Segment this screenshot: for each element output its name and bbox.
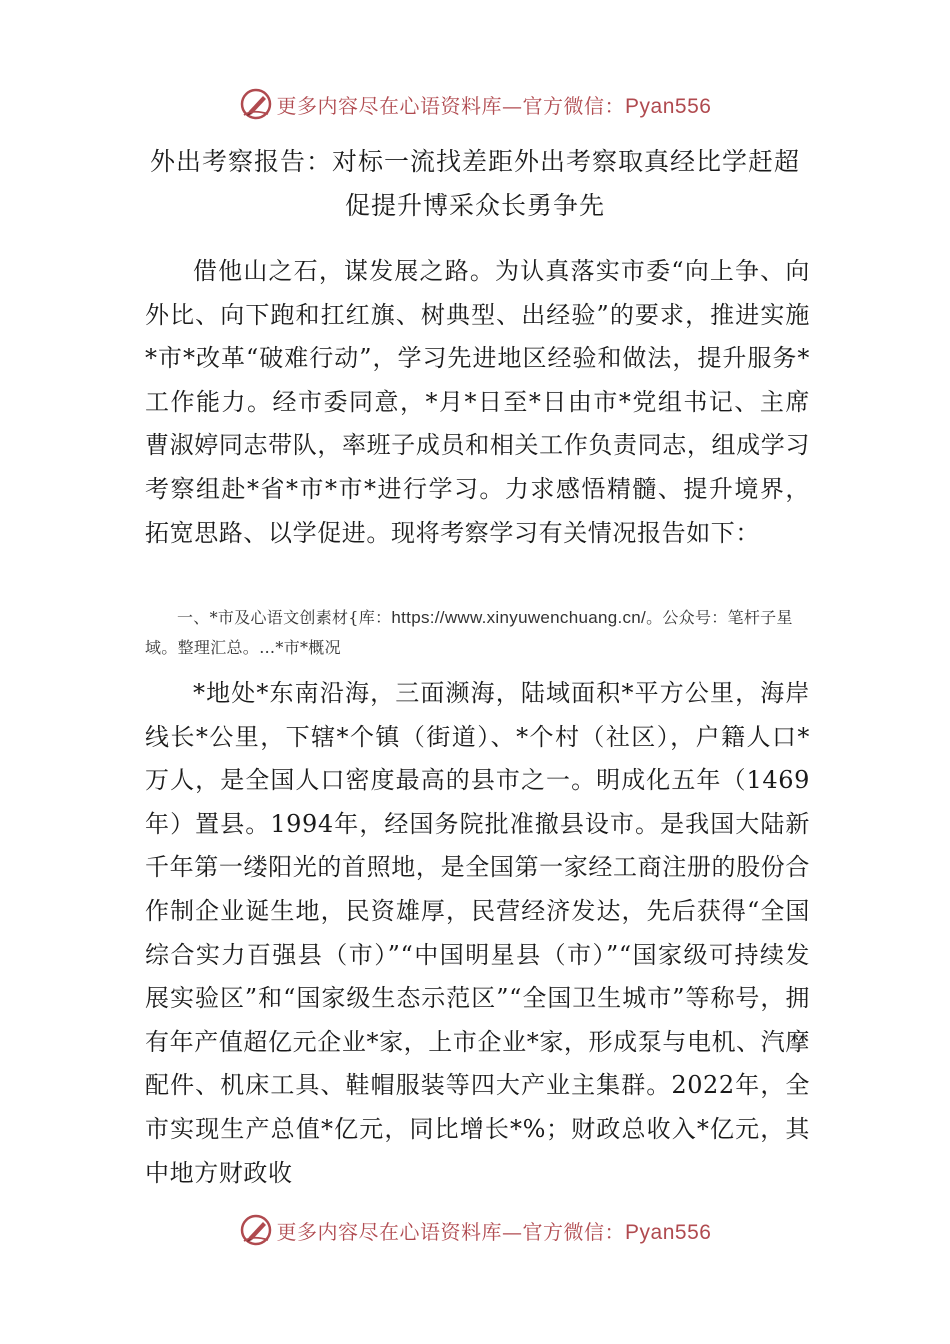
pen-logo-icon <box>239 1213 273 1247</box>
wechat-id: Pyan556 <box>625 94 712 118</box>
resource-link[interactable]: https://www.xinyuwenchuang.cn/ <box>391 608 647 627</box>
overview-paragraph: *地处*东南沿海，三面濒海，陆域面积*平方公里，海岸线长*公里，下辖*个镇（街道）、*个村（社区），户籍人口*万人，是全国人口密度最高的县市之一。明成化五年（1469年）置县。1994年，经国务院批准撤县设市。是我国大陆新千年第一缕阳光的首照地，是全国第一家经工商注册的股份合作制企业诞生地，民资雄厚，民营经济发达，先后获得“全国综合实力百强县（市）”“中国明星县（市）”“国家级可持续发展实验区”和“国家级生态示范区”“全国卫生城市”等称号，拥有年产值超亿元企业*家，上市企业*家，形成泵与电机、汽摩配件、机床工具、鞋帽服装等四大产业主集群。2022年，全市实现生产总值*亿元，同比增长*%；财政总收入*亿元，其中地方财政收 <box>145 679 810 1187</box>
wechat-id: Pyan556 <box>625 1220 712 1244</box>
header-watermark-banner <box>0 84 950 124</box>
intro-paragraph: 借他山之石，谋发展之路。为认真落实市委“向上争、向外比、向下跑和扛红旗、树典型、出经验”的要求，推进实施*市*改革“破难行动”，学习先进地区经验和做法，提升服务*工作能力。经市委同意，*月*日至*日由市*党组书记、主席曹淑婷同志带队，率班子成员和相关工作负责同志，组成学习考察组赴*省*市*市*进行学习。力求感悟精髓、提升境界，拓宽思路、以学促进。现将考察学习有关情况报告如下： <box>145 257 810 547</box>
banner-text: 更多内容尽在心语资料库—官方微信：Pyan556 <box>276 93 712 118</box>
banner-text: 更多内容尽在心语资料库—官方微信：Pyan556 <box>276 1219 712 1244</box>
footer-watermark-banner <box>0 1210 950 1250</box>
section-heading: 一、*市及心语文创素材{库：https://www.xinyuwenchuang.cn/。公众号：笔杆子星域。整理汇总。…*市*概况 <box>145 608 793 657</box>
pen-logo-icon <box>239 87 273 121</box>
document-title: 外出考察报告：对标一流找差距外出考察取真经比学赶超促提升博采众长勇争先 <box>149 147 800 220</box>
